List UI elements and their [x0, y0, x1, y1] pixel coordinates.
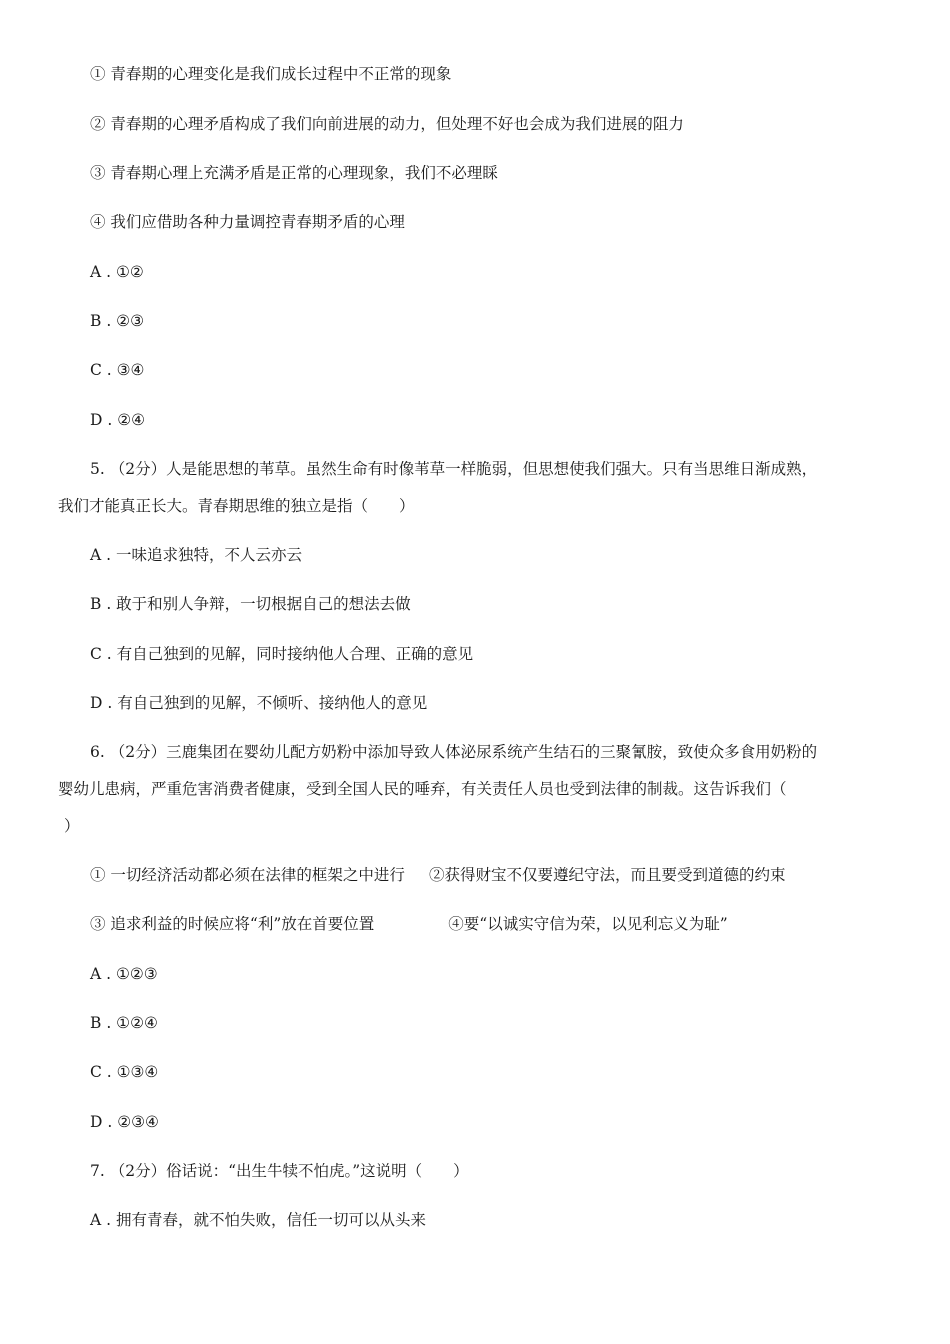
- q6-statements-row-1: [90, 865, 785, 885]
- q5-option-b: B . 敢于和别人争辩，一切根据自己的想法去做: [90, 595, 411, 613]
- q4-option-b: B . ②③: [90, 312, 144, 330]
- q4-option-d: D . ②④: [90, 411, 145, 429]
- q6-statement-4: ④要“以诚实守信为荣，以见利忘义为耻”: [448, 915, 728, 933]
- q6-option-a: A . ①②③: [90, 965, 158, 983]
- q7-option-a: A . 拥有青春，就不怕失败，信任一切可以从头来: [90, 1211, 426, 1229]
- q4-option-c: C . ③④: [90, 361, 145, 379]
- q6-stem-line-2: 婴幼儿患病，严重危害消费者健康，受到全国人民的唾弃，有关责任人员也受到法律的制裁。这告诉我们（: [58, 780, 787, 798]
- statement-2: ② 青春期的心理矛盾构成了我们向前进展的动力，但处理不好也会成为我们进展的阻力: [90, 115, 684, 133]
- q5-option-a: A . 一味追求独特，不人云亦云: [90, 546, 302, 564]
- q4-option-a: A . ①②: [90, 263, 144, 281]
- q5-option-c: C . 有自己独到的见解，同时接纳他人合理、正确的意见: [90, 645, 474, 663]
- q6-statement-3: ③ 追求利益的时候应将“利”放在首要位置: [90, 915, 375, 933]
- q6-statement-1: ① 一切经济活动都必须在法律的框架之中进行: [90, 866, 405, 884]
- q5-option-d: D . 有自己独到的见解，不倾听、接纳他人的意见: [90, 694, 428, 712]
- statement-3: ③ 青春期心理上充满矛盾是正常的心理现象，我们不必理睬: [90, 164, 498, 182]
- q6-stem-line-1: 6. （2分）三鹿集团在婴幼儿配方奶粉中添加导致人体泌尿系统产生结石的三聚氰胺，致使众多食用奶粉的: [90, 743, 818, 761]
- q5-stem-line-1: 5. （2分）人是能思想的苇草。虽然生命有时像苇草一样脆弱，但思想使我们强大。只有当思维日渐成熟，: [90, 460, 818, 478]
- q6-option-c: C . ①③④: [90, 1063, 159, 1081]
- q5-stem-line-2: 我们才能真正长大。青春期思维的独立是指（ ）: [58, 497, 415, 515]
- statement-4: ④ 我们应借助各种力量调控青春期矛盾的心理: [90, 213, 405, 231]
- statement-1: ① 青春期的心理变化是我们成长过程中不正常的现象: [90, 65, 452, 83]
- q6-option-d: D . ②③④: [90, 1113, 159, 1131]
- q6-statements-row-2: [90, 914, 728, 934]
- q7-stem: 7. （2分）俗话说：“出生牛犊不怕虎。”这说明（ ）: [90, 1162, 469, 1180]
- q6-statement-2: ②获得财宝不仅要遵纪守法，而且要受到道德的约束: [428, 866, 786, 884]
- q6-stem-line-3: ）: [64, 817, 80, 835]
- q6-option-b: B . ①②④: [90, 1014, 158, 1032]
